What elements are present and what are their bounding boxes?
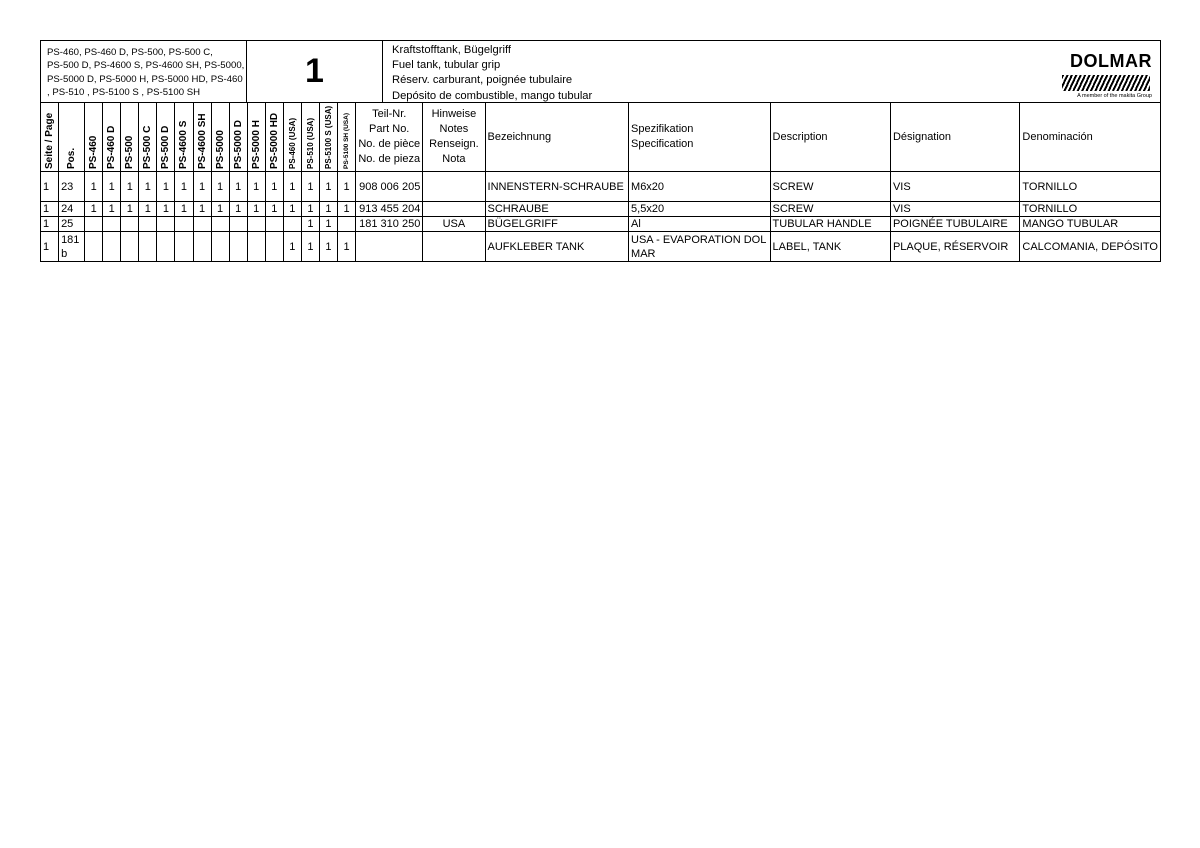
dolmar-logo bbox=[1060, 41, 1160, 102]
cell-qty bbox=[265, 232, 283, 262]
cell-denominacion: TORNILLO bbox=[1020, 202, 1161, 217]
col-model: PS-4600 SH bbox=[193, 103, 211, 172]
col-model: PS-5000 HD bbox=[265, 103, 283, 172]
col-model: PS-5100 SH (USA) bbox=[338, 103, 356, 172]
cell-bezeichnung: BÜGELGRIFF bbox=[485, 217, 629, 232]
cell-qty bbox=[175, 232, 193, 262]
col-spec: Spezifikation Specification bbox=[629, 103, 771, 172]
cell-qty: 1 bbox=[211, 172, 229, 202]
cell-qty: 1 bbox=[283, 232, 301, 262]
cell-qty: 1 bbox=[121, 172, 139, 202]
title-fr: Réserv. carburant, poignée tubulaire bbox=[392, 74, 573, 87]
cell-qty: 1 bbox=[229, 202, 247, 217]
model-line: PS-500 D, PS-4600 S, PS-4600 SH, PS-5000, bbox=[47, 60, 245, 72]
cell-part-no bbox=[356, 232, 423, 262]
col-model: PS-460 (USA) bbox=[283, 103, 301, 172]
logo-stripes-icon bbox=[1062, 75, 1150, 91]
cell-qty: 1 bbox=[319, 232, 337, 262]
col-denominacion: Denominación bbox=[1020, 103, 1161, 172]
model-line: PS-460, PS-460 D, PS-500, PS-500 C, bbox=[47, 47, 213, 58]
cell-qty bbox=[229, 217, 247, 232]
cell-denominacion: TORNILLO bbox=[1020, 172, 1161, 202]
col-model: PS-500 C bbox=[139, 103, 157, 172]
cell-qty bbox=[283, 217, 301, 232]
cell-qty bbox=[211, 232, 229, 262]
cell-qty: 1 bbox=[157, 172, 175, 202]
model-line: PS-5000 D, PS-5000 H, PS-5000 HD, PS-460 bbox=[47, 73, 243, 85]
cell-designation: VIS bbox=[890, 172, 1019, 202]
cell-qty: 1 bbox=[301, 232, 319, 262]
cell-qty: 1 bbox=[85, 202, 103, 217]
cell-pos: 25 bbox=[59, 217, 85, 232]
cell-designation: PLAQUE, RÉSERVOIR bbox=[890, 232, 1019, 262]
title-de: Kraftstofftank, Bügelgriff bbox=[392, 44, 511, 56]
cell-qty bbox=[139, 217, 157, 232]
cell-qty: 1 bbox=[193, 202, 211, 217]
cell-spec: 5,5x20 bbox=[629, 202, 771, 217]
cell-qty bbox=[229, 232, 247, 262]
cell-pos: 181b bbox=[59, 232, 85, 262]
col-model: PS-460 bbox=[85, 103, 103, 172]
model-line: , PS-510 , PS-5100 S , PS-5100 SH bbox=[47, 87, 201, 99]
cell-qty: 1 bbox=[139, 172, 157, 202]
cell-qty bbox=[247, 232, 265, 262]
cell-spec: M6x20 bbox=[629, 172, 771, 202]
cell-page: 1 bbox=[41, 232, 59, 262]
parts-table bbox=[40, 102, 1161, 262]
cell-notes bbox=[423, 172, 485, 202]
cell-bezeichnung: INNENSTERN-SCHRAUBE bbox=[485, 172, 629, 202]
header-row bbox=[41, 103, 1161, 172]
cell-notes bbox=[423, 232, 485, 262]
cell-description: SCREW bbox=[770, 172, 890, 202]
model-list bbox=[41, 41, 247, 102]
parts-sheet bbox=[40, 40, 1161, 262]
cell-qty: 1 bbox=[247, 172, 265, 202]
table-row bbox=[41, 217, 1161, 232]
cell-qty bbox=[103, 217, 121, 232]
cell-pos: 24 bbox=[59, 202, 85, 217]
cell-qty: 1 bbox=[283, 202, 301, 217]
cell-qty: 1 bbox=[211, 202, 229, 217]
cell-description: TUBULAR HANDLE bbox=[770, 217, 890, 232]
col-model: PS-5000 D bbox=[229, 103, 247, 172]
col-notes: Hinweise Notes Renseign. Nota bbox=[423, 103, 485, 172]
cell-qty bbox=[265, 217, 283, 232]
title-es: Depósito de combustible, mango tubular bbox=[392, 89, 593, 102]
cell-qty bbox=[211, 217, 229, 232]
cell-qty: 1 bbox=[265, 172, 283, 202]
cell-part-no: 913 455 204 bbox=[356, 202, 423, 217]
cell-qty bbox=[247, 217, 265, 232]
table-row bbox=[41, 172, 1161, 202]
cell-bezeichnung: SCHRAUBE bbox=[485, 202, 629, 217]
page-number: 1 bbox=[247, 41, 383, 102]
cell-qty: 1 bbox=[319, 172, 337, 202]
col-bezeichnung: Bezeichnung bbox=[485, 103, 629, 172]
cell-qty bbox=[139, 232, 157, 262]
cell-qty: 1 bbox=[301, 217, 319, 232]
cell-bezeichnung: AUFKLEBER TANK bbox=[485, 232, 629, 262]
cell-part-no: 908 006 205 bbox=[356, 172, 423, 202]
col-model: PS-4600 S bbox=[175, 103, 193, 172]
cell-qty bbox=[121, 217, 139, 232]
cell-denominacion: MANGO TUBULAR bbox=[1020, 217, 1161, 232]
cell-qty: 1 bbox=[301, 202, 319, 217]
col-model: PS-500 bbox=[121, 103, 139, 172]
cell-page: 1 bbox=[41, 172, 59, 202]
table-row bbox=[41, 202, 1161, 217]
cell-qty bbox=[193, 217, 211, 232]
cell-qty: 1 bbox=[319, 217, 337, 232]
col-model: PS-5000 bbox=[211, 103, 229, 172]
cell-qty: 1 bbox=[301, 172, 319, 202]
cell-qty bbox=[193, 232, 211, 262]
cell-designation: VIS bbox=[890, 202, 1019, 217]
cell-qty: 1 bbox=[229, 172, 247, 202]
col-model: PS-5000 H bbox=[247, 103, 265, 172]
cell-qty: 1 bbox=[157, 202, 175, 217]
cell-qty: 1 bbox=[283, 172, 301, 202]
cell-pos: 23 bbox=[59, 172, 85, 202]
cell-description: LABEL, TANK bbox=[770, 232, 890, 262]
cell-notes: USA bbox=[423, 217, 485, 232]
cell-qty bbox=[338, 217, 356, 232]
logo-word: DOLMAR bbox=[1070, 51, 1152, 71]
cell-qty: 1 bbox=[319, 202, 337, 217]
col-model: PS-510 (USA) bbox=[301, 103, 319, 172]
cell-notes bbox=[423, 202, 485, 217]
cell-spec: Al bbox=[629, 217, 771, 232]
title-en: Fuel tank, tubular grip bbox=[392, 59, 501, 72]
col-model: PS-500 D bbox=[157, 103, 175, 172]
col-page: Seite / Page bbox=[41, 103, 59, 172]
cell-qty: 1 bbox=[103, 172, 121, 202]
col-model: PS-460 D bbox=[103, 103, 121, 172]
cell-qty bbox=[157, 232, 175, 262]
cell-denominacion: CALCOMANIA, DEPÓSITO bbox=[1020, 232, 1161, 262]
cell-qty: 1 bbox=[338, 232, 356, 262]
section-titles bbox=[383, 41, 1060, 102]
cell-qty: 1 bbox=[103, 202, 121, 217]
cell-qty: 1 bbox=[338, 172, 356, 202]
col-designation: Désignation bbox=[890, 103, 1019, 172]
col-part-no: Teil-Nr. Part No. No. de pièce No. de pieza bbox=[356, 103, 423, 172]
cell-qty: 1 bbox=[175, 202, 193, 217]
cell-qty bbox=[121, 232, 139, 262]
cell-designation: POIGNÉE TUBULAIRE bbox=[890, 217, 1019, 232]
cell-qty: 1 bbox=[193, 172, 211, 202]
sheet-header bbox=[40, 40, 1161, 103]
table-row bbox=[41, 232, 1161, 262]
col-description: Description bbox=[770, 103, 890, 172]
cell-qty bbox=[85, 232, 103, 262]
cell-spec: USA - EVAPORATION DOLMAR bbox=[629, 232, 771, 262]
cell-qty bbox=[103, 232, 121, 262]
cell-qty: 1 bbox=[139, 202, 157, 217]
cell-qty: 1 bbox=[247, 202, 265, 217]
col-model: PS-5100 S (USA) bbox=[319, 103, 337, 172]
cell-qty bbox=[175, 217, 193, 232]
logo-tagline: A member of the makita Group bbox=[1077, 93, 1152, 99]
cell-description: SCREW bbox=[770, 202, 890, 217]
cell-qty: 1 bbox=[338, 202, 356, 217]
cell-qty: 1 bbox=[175, 172, 193, 202]
cell-qty bbox=[85, 217, 103, 232]
cell-page: 1 bbox=[41, 202, 59, 217]
cell-qty: 1 bbox=[121, 202, 139, 217]
col-pos: Pos. bbox=[59, 103, 85, 172]
cell-qty bbox=[157, 217, 175, 232]
cell-qty: 1 bbox=[85, 172, 103, 202]
cell-qty: 1 bbox=[265, 202, 283, 217]
cell-part-no: 181 310 250 bbox=[356, 217, 423, 232]
cell-page: 1 bbox=[41, 217, 59, 232]
